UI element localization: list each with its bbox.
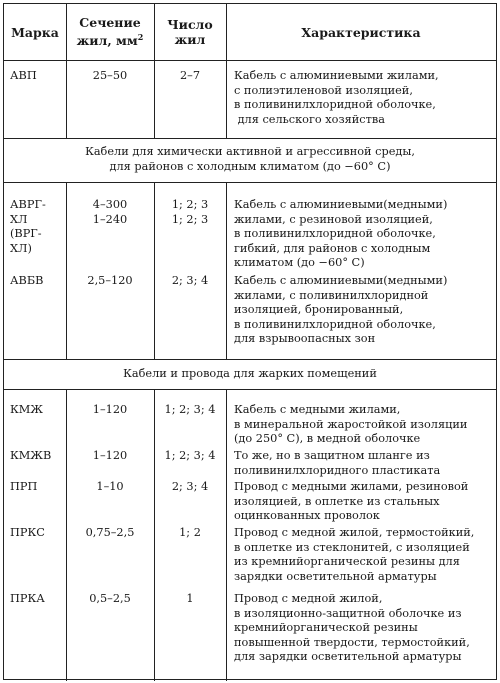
row-prka-brand: ПРКА: [10, 592, 45, 605]
row-kmzhv-brand: КМЖВ: [10, 449, 52, 462]
row-kmzh-section: 1–120: [92, 403, 128, 416]
row-prp-cores: 2; 3; 4: [171, 480, 209, 493]
row-kmzh-cores: 1; 2; 3; 4: [164, 403, 216, 416]
group-divider-1-top: [4, 138, 496, 139]
group-chemical-title: Кабели для химически активной и агрессивной среды, для районов с холодным климатом (до −60° С): [85, 145, 415, 173]
row-avp-section: 25–50: [92, 69, 128, 82]
row-prka-desc: Провод с медной жилой, в изоляционно-защитной оболочке из кремнийорганической резины повышенной твердости, термостойкий, для зарядки осветительной арматуры: [234, 592, 470, 664]
row-kmzhv-section: 1–120: [92, 449, 128, 462]
header-divider: [4, 60, 496, 61]
header-cores: [154, 4, 226, 60]
col-sep-3c: [226, 389, 227, 681]
row-avrg-desc: Кабель с алюминиевыми(медными) жилами, с резиновой изоляцией, в поливинилхлоридной оболочке, гибкий, для районов с холодным климатом (до −60° С): [234, 198, 448, 270]
row-avbv-cores: 2; 3; 4: [171, 274, 209, 287]
row-avp-desc: Кабель с алюминиевыми жилами, с полиэтиленовой изоляцией, в поливинилхлоридной оболочке, для сельского хозяйства: [234, 69, 439, 126]
row-avrg-cores: 1; 2; 3 1; 2; 3: [171, 198, 209, 226]
group-divider-2-top: [4, 359, 496, 360]
row-avbv-desc: Кабель с алюминиевыми(медными) жилами, с поливинилхлоридной изоляцией, бронированный, в поливинилхлоридной оболочке, для взрывоопасных зон: [234, 274, 448, 346]
col-sep-3b: [226, 182, 227, 359]
cable-table: [3, 3, 497, 680]
header-brand: [4, 4, 66, 60]
row-prks-section: 0,75–2,5: [85, 526, 135, 539]
row-prka-cores: 1: [186, 592, 194, 605]
row-avp-cores: 2–7: [179, 69, 201, 82]
header-desc: [226, 4, 496, 60]
header-desc-label: Характеристика: [301, 24, 421, 40]
header-section: [66, 4, 154, 60]
row-avbv-section: 2,5–120: [87, 274, 133, 287]
group-divider-2-bottom: [4, 389, 496, 390]
row-prp-desc: Провод с медными жилами, резиновой изоляцией, в оплетке из стальных оцинкованных проволок: [234, 480, 469, 523]
row-kmzhv-cores: 1; 2; 3; 4: [164, 449, 216, 462]
row-prp-brand: ПРП: [10, 480, 38, 493]
row-prks-desc: Провод с медной жилой, термостойкий, в оплетке из стеклонитей, с изоляцией из кремнийорганической резины для зарядки осветительной арматуры: [234, 526, 475, 583]
row-avrg-brand: АВРГ- ХЛ (ВРГ- ХЛ): [10, 198, 46, 255]
header-cores-line1: Число: [167, 17, 213, 32]
row-prks-cores: 1; 2: [179, 526, 201, 539]
row-avbv-brand: АВБВ: [10, 274, 44, 287]
row-avrg-section: 4–300 1–240: [92, 198, 128, 226]
row-prka-section: 0,5–2,5: [89, 592, 131, 605]
header-section-sup: 2: [137, 32, 144, 43]
row-kmzh-brand: КМЖ: [10, 403, 44, 416]
group-hot-rooms-title: Кабели и провода для жарких помещений: [123, 367, 377, 380]
row-prks-brand: ПРКС: [10, 526, 45, 539]
header-section-line2: жил, $мм^2$: [76, 32, 144, 49]
header-brand-label: Марка: [11, 24, 59, 40]
header-cores-line2: жил: [174, 32, 206, 47]
row-kmzhv-desc: То же, но в защитном шланге из поливинилхлоридного пластиката: [234, 449, 441, 477]
group-divider-1-bottom: [4, 182, 496, 183]
header-section-line1: Сечение: [79, 15, 141, 31]
row-prp-section: 1–10: [96, 480, 124, 493]
row-avp-brand: АВП: [10, 69, 37, 82]
row-kmzh-desc: Кабель с медными жилами, в минеральной жаростойкой изоляции (до 250° С), в медной оболочке: [234, 403, 468, 446]
